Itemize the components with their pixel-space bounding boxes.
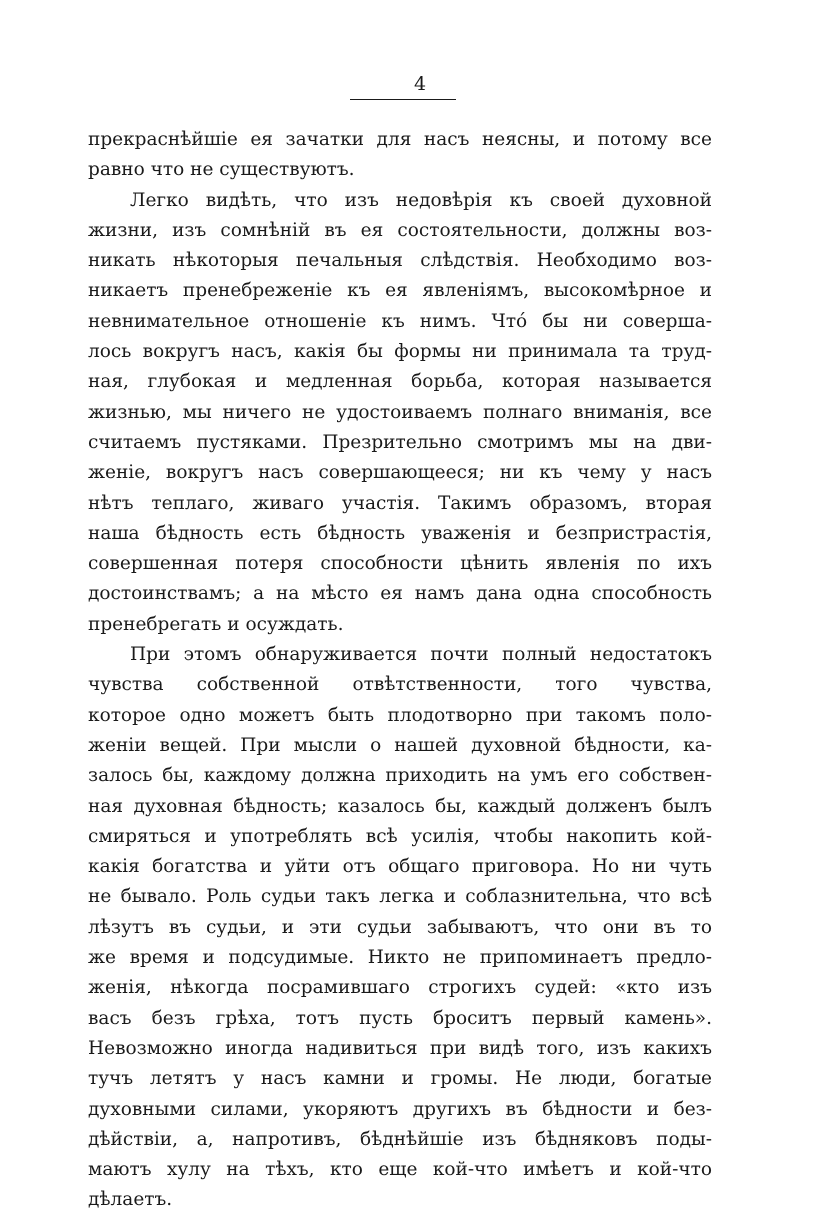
text-line: пренебрегать и осуждать.	[88, 613, 344, 635]
text-line: прекраснѣйшіе ея зачатки для насъ неясны, и потому все	[88, 129, 712, 150]
text-line: ная духовная бѣдность; казалось бы, каждый долженъ былъ	[88, 795, 712, 817]
text-line: никать нѣкоторыя печальныя слѣдствія. Необходимо воз-	[88, 250, 712, 272]
text-line: равно что не существуютъ.	[88, 159, 355, 181]
text-line: смиряться и употреблять всѣ усилія, чтобы накопить кой-	[88, 825, 712, 847]
paragraph-3	[88, 640, 712, 1216]
text-line: дѣлаетъ.	[88, 1189, 173, 1211]
text-line: лѣзутъ въ судьи, и эти судьи забываютъ, что они въ то	[88, 916, 712, 938]
text-line: совершенная потеря способности цѣнить явленія по ихъ	[88, 553, 712, 575]
header-rule	[350, 99, 456, 100]
text-line: лось вокругъ насъ, какія бы формы ни принимала та труд-	[88, 341, 712, 363]
text-line: ная, глубокая и медленная борьба, которая называется	[88, 371, 712, 393]
text-line: залось бы, каждому должна приходить на умъ его собствен-	[88, 765, 712, 787]
text-line: маютъ хулу на тѣхъ, кто еще кой-что имѣетъ и кой-что	[88, 1159, 712, 1181]
text-line: чувства собственной отвѣтственности, того чувства,	[88, 674, 712, 696]
text-line: васъ безъ грѣха, тотъ пусть броситъ первый камень».	[88, 1007, 712, 1029]
text-line: женіе, вокругъ насъ совершающееся; ни къ чему у насъ	[88, 462, 712, 484]
text-line: которое одно можетъ быть плодотворно при такомъ поло-	[88, 704, 712, 726]
text-line: духовными силами, укоряютъ другихъ въ бѣдности и без-	[88, 1098, 712, 1120]
text-line: женія, нѣкогда посрамившаго строгихъ судей: «кто изъ	[88, 977, 712, 999]
text-line: нѣтъ теплаго, живаго участія. Такимъ образомъ, вторая	[88, 492, 712, 514]
paragraph-1	[88, 125, 712, 186]
text-line: жизнью, мы ничего не удостоиваемъ полнаго вниманія, все	[88, 401, 712, 423]
body-text	[88, 125, 712, 1216]
text-line: какія богатства и уйти отъ общаго приговора. Но ни чуть	[88, 856, 712, 878]
text-line: достоинствамъ; а на мѣсто ея намъ дана одна способность	[88, 583, 712, 605]
page-number: 4	[413, 73, 427, 95]
text-line: женіи вещей. При мысли о нашей духовной бѣдности, ка-	[88, 734, 712, 756]
text-line: невнимательное отношеніе къ нимъ. Что́ бы ни соверша-	[88, 310, 712, 332]
text-line: никаетъ пренебреженіе къ ея явленіямъ, высокомѣрное и	[88, 280, 712, 302]
text-line: же время и подсудимые. Никто не припоминаетъ предло-	[88, 947, 712, 969]
text-line: Легко видѣть, что изъ недовѣрія къ своей духовной	[130, 189, 712, 211]
text-line: тучъ летятъ у насъ камни и громы. Не люди, богатые	[88, 1068, 712, 1090]
text-line: дѣйствіи, а, напротивъ, бѣднѣйшіе изъ бѣдняковъ поды-	[88, 1128, 712, 1150]
paragraph-2	[88, 186, 712, 640]
text-line: Невозможно иногда надивиться при видѣ того, изъ какихъ	[88, 1037, 712, 1059]
text-line: считаемъ пустяками. Презрительно смотримъ мы на дви-	[88, 431, 712, 453]
text-line: жизни, изъ сомнѣній въ ея состоятельности, должны воз-	[88, 219, 712, 241]
text-line: наша бѣдность есть бѣдность уваженія и безпристрастія,	[88, 522, 712, 544]
text-line: При этомъ обнаруживается почти полный недостатокъ	[130, 644, 712, 666]
text-line: не бывало. Роль судьи такъ легка и соблазнительна, что всѣ	[88, 886, 712, 908]
